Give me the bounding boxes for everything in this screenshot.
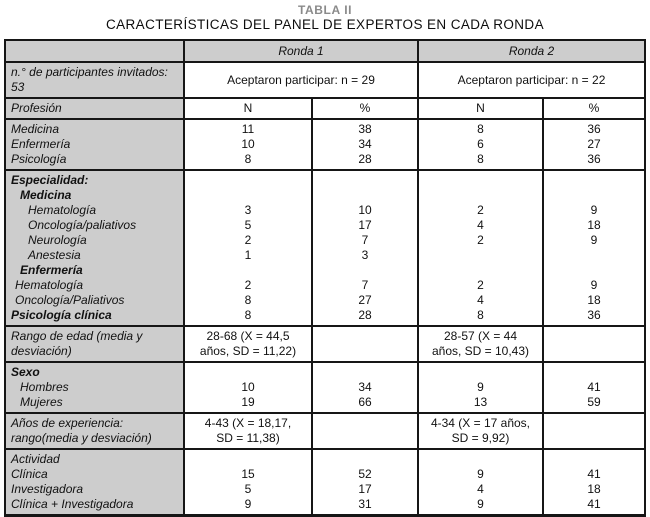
expert-panel-table bbox=[4, 39, 646, 517]
cell-line: 17 bbox=[358, 218, 372, 232]
profession-ronda2-pct-cell bbox=[542, 120, 644, 169]
corner-empty-cell bbox=[6, 41, 183, 61]
cell-line: 8 bbox=[477, 308, 484, 322]
sexo-label-cell bbox=[6, 363, 183, 412]
cell-line bbox=[188, 188, 308, 203]
cell-line bbox=[422, 263, 539, 278]
participants-label-cell bbox=[6, 63, 183, 97]
participants-ronda2-value: Aceptaron participar: n = 22 bbox=[457, 72, 606, 87]
cell-line: SD = 11,38) bbox=[216, 431, 280, 445]
sexo-ronda2-n-cell bbox=[417, 363, 542, 412]
section-column-headers bbox=[6, 97, 644, 118]
cell-line: 27 bbox=[358, 293, 372, 307]
section-profession bbox=[6, 118, 644, 169]
cell-line bbox=[547, 248, 641, 263]
cell-line: 9 bbox=[477, 497, 484, 511]
cell-line: 3 bbox=[361, 248, 369, 262]
cell-line: 28 bbox=[358, 152, 372, 166]
row-label: Hematología bbox=[28, 203, 97, 217]
cell-line: 2 bbox=[244, 278, 252, 292]
cell-line: 34 bbox=[358, 380, 372, 394]
section-ronda-header bbox=[6, 41, 644, 61]
participants-ronda1-cell bbox=[183, 63, 417, 97]
cell-line: SD = 9,92) bbox=[451, 431, 510, 445]
cell-line bbox=[188, 365, 308, 380]
section-experiencia bbox=[6, 412, 644, 448]
cell-line bbox=[547, 173, 641, 188]
row-label: n.° de participantes invitados: bbox=[11, 65, 168, 79]
profession-ronda1-pct-cell bbox=[311, 120, 417, 169]
col-header-pct: % bbox=[588, 101, 600, 115]
cell-line: 9 bbox=[590, 278, 598, 292]
rango-edad-label-cell bbox=[6, 327, 183, 361]
sexo-ronda2-pct-cell bbox=[542, 363, 644, 412]
row-label: Mujeres bbox=[20, 395, 63, 409]
cell-line: 9 bbox=[590, 233, 598, 247]
cell-line bbox=[316, 365, 414, 380]
especialidad-ronda1-n-cell bbox=[183, 171, 311, 325]
cell-line: 9 bbox=[477, 467, 484, 481]
ronda2-n-header bbox=[417, 99, 542, 118]
ronda2-header-cell bbox=[417, 41, 644, 61]
cell-line: 9 bbox=[477, 380, 484, 394]
cell-line: 10 bbox=[358, 203, 372, 217]
cell-line: 18 bbox=[587, 482, 601, 496]
row-label: Enfermería bbox=[20, 263, 83, 277]
cell-line: 13 bbox=[473, 395, 488, 409]
row-label: desviación) bbox=[11, 344, 72, 358]
cell-line: 8 bbox=[244, 293, 252, 307]
col-header-n: N bbox=[476, 101, 485, 115]
cell-line: 34 bbox=[358, 137, 372, 151]
cell-line bbox=[188, 452, 308, 467]
cell-line: 6 bbox=[477, 137, 484, 151]
row-label: Psicología bbox=[11, 152, 67, 166]
cell-line bbox=[188, 263, 308, 278]
section-participants bbox=[6, 61, 644, 97]
cell-line: 4-34 (X = 17 años, bbox=[430, 416, 531, 430]
cell-line: 4-43 (X = 18,17, bbox=[204, 416, 292, 430]
sexo-ronda1-n-cell bbox=[183, 363, 311, 412]
cell-line: 8 bbox=[477, 122, 484, 136]
col-header-pct: % bbox=[359, 101, 371, 115]
cell-line: 7 bbox=[361, 278, 369, 292]
section-sexo bbox=[6, 361, 644, 412]
especialidad-ronda1-pct-cell bbox=[311, 171, 417, 325]
cell-line: 41 bbox=[587, 467, 601, 481]
cell-line: 17 bbox=[358, 482, 372, 496]
cell-line: 9 bbox=[244, 497, 252, 511]
cell-line: 59 bbox=[587, 395, 601, 409]
row-label: Oncología/Paliativos bbox=[15, 293, 125, 307]
cell-line bbox=[316, 263, 414, 278]
row-label: Investigadora bbox=[11, 482, 84, 496]
cell-line: 8 bbox=[244, 152, 252, 166]
cell-line: 4 bbox=[477, 482, 484, 496]
ronda1-n-header bbox=[183, 99, 311, 118]
rango-edad-ronda1-value-cell bbox=[183, 327, 311, 361]
cell-line: 41 bbox=[587, 380, 601, 394]
actividad-ronda1-pct-cell bbox=[311, 450, 417, 514]
row-label: Enfermería bbox=[11, 137, 71, 151]
cell-line: 27 bbox=[587, 137, 601, 151]
table-caption: CARACTERÍSTICAS DEL PANEL DE EXPERTOS EN CADA RONDA bbox=[105, 17, 544, 32]
cell-line bbox=[422, 365, 539, 380]
cell-line: 10 bbox=[241, 137, 255, 151]
cell-line: 36 bbox=[587, 122, 601, 136]
cell-line bbox=[547, 452, 641, 467]
experiencia-ronda1-pct-cell bbox=[311, 414, 417, 448]
especialidad-ronda2-pct-cell bbox=[542, 171, 644, 325]
cell-line: 5 bbox=[244, 482, 252, 496]
row-label: Actividad bbox=[11, 452, 60, 466]
row-label: Neurología bbox=[28, 233, 87, 247]
row-label: Clínica bbox=[11, 467, 48, 481]
cell-line: 28 bbox=[358, 308, 372, 322]
cell-line: 10 bbox=[241, 380, 255, 394]
row-label: Anestesia bbox=[28, 248, 81, 262]
cell-line: 19 bbox=[241, 395, 255, 409]
cell-line: 2 bbox=[477, 203, 484, 217]
cell-line: 2 bbox=[244, 233, 252, 247]
cell-line: 4 bbox=[477, 293, 484, 307]
cell-line bbox=[547, 188, 641, 203]
cell-line: 52 bbox=[358, 467, 372, 481]
cell-line: 18 bbox=[587, 293, 601, 307]
experiencia-ronda2-pct-cell bbox=[542, 414, 644, 448]
section-actividad bbox=[6, 448, 644, 514]
row-label: Medicina bbox=[11, 122, 60, 136]
cell-line: 1 bbox=[244, 248, 252, 262]
profession-ronda1-n-cell bbox=[183, 120, 311, 169]
row-label: Especialidad: bbox=[11, 173, 89, 187]
cell-line: 5 bbox=[244, 218, 252, 232]
row-label: rango(media y desviación) bbox=[11, 431, 152, 445]
cell-line: 2 bbox=[477, 278, 484, 292]
row-label: Oncología/paliativos bbox=[28, 218, 137, 232]
cell-line bbox=[316, 188, 414, 203]
section-especialidad bbox=[6, 169, 644, 325]
cell-line: 4 bbox=[477, 218, 484, 232]
row-label: Medicina bbox=[20, 188, 72, 202]
cell-line: 41 bbox=[587, 497, 601, 511]
experiencia-ronda2-value-cell bbox=[417, 414, 542, 448]
cell-line bbox=[422, 173, 539, 188]
cell-line: 66 bbox=[358, 395, 372, 409]
cell-line: 3 bbox=[244, 203, 252, 217]
cell-line: 28-68 (X = 44,5 bbox=[206, 329, 290, 343]
cell-line: 8 bbox=[244, 308, 252, 322]
rango-edad-ronda2-value-cell bbox=[417, 327, 542, 361]
participants-ronda1-value: Aceptaron participar: n = 29 bbox=[227, 72, 375, 87]
sexo-ronda1-pct-cell bbox=[311, 363, 417, 412]
row-label: Hematología bbox=[15, 278, 84, 292]
cell-line: 8 bbox=[477, 152, 484, 166]
especialidad-label-cell bbox=[6, 171, 183, 325]
profession-label-cell bbox=[6, 120, 183, 169]
cell-line bbox=[316, 452, 414, 467]
ronda1-pct-header bbox=[311, 99, 417, 118]
cell-line: 15 bbox=[241, 467, 255, 481]
cell-line bbox=[422, 188, 539, 203]
cell-line bbox=[316, 173, 414, 188]
col-header-n: N bbox=[243, 101, 253, 115]
experiencia-label-cell bbox=[6, 414, 183, 448]
ronda1-label: Ronda 1 bbox=[278, 43, 324, 58]
row-label: 53 bbox=[11, 80, 25, 94]
ronda2-label: Ronda 2 bbox=[508, 43, 555, 58]
cell-line bbox=[188, 173, 308, 188]
cell-line: años, SD = 10,43) bbox=[431, 344, 530, 358]
profession-ronda2-n-cell bbox=[417, 120, 542, 169]
section-rango-edad bbox=[6, 325, 644, 361]
cell-line: años, SD = 11,22) bbox=[199, 344, 297, 358]
row-label: Años de experiencia: bbox=[11, 416, 124, 430]
actividad-ronda2-pct-cell bbox=[542, 450, 644, 514]
especialidad-ronda2-n-cell bbox=[417, 171, 542, 325]
profession-header-cell bbox=[6, 99, 183, 118]
row-label: Hombres bbox=[20, 380, 69, 394]
row-label: Psicología clínica bbox=[11, 308, 112, 322]
cell-line: 28-57 (X = 44 bbox=[443, 329, 518, 343]
cell-line: 18 bbox=[587, 218, 601, 232]
table-number-title: TABLA II bbox=[297, 3, 353, 17]
cell-line: 31 bbox=[358, 497, 372, 511]
cell-line: 9 bbox=[590, 203, 598, 217]
row-label: Sexo bbox=[11, 365, 40, 379]
cell-line: 36 bbox=[587, 152, 601, 166]
row-label: Rango de edad (media y bbox=[11, 329, 143, 343]
rango-edad-ronda1-pct-cell bbox=[311, 327, 417, 361]
actividad-ronda2-n-cell bbox=[417, 450, 542, 514]
cell-line bbox=[547, 365, 641, 380]
cell-line: 36 bbox=[587, 308, 601, 322]
row-label: Clínica + Investigadora bbox=[11, 497, 134, 511]
cell-line: 38 bbox=[358, 122, 372, 136]
actividad-label-cell bbox=[6, 450, 183, 514]
page bbox=[0, 3, 650, 517]
participants-ronda2-cell bbox=[417, 63, 644, 97]
ronda2-pct-header bbox=[542, 99, 644, 118]
ronda1-header-cell bbox=[183, 41, 417, 61]
actividad-ronda1-n-cell bbox=[183, 450, 311, 514]
cell-line bbox=[547, 263, 641, 278]
rango-edad-ronda2-pct-cell bbox=[542, 327, 644, 361]
cell-line: 11 bbox=[241, 122, 255, 136]
cell-line bbox=[422, 248, 539, 263]
row-label: Profesión bbox=[11, 101, 62, 115]
cell-line: 2 bbox=[477, 233, 484, 247]
experiencia-ronda1-value-cell bbox=[183, 414, 311, 448]
cell-line bbox=[422, 452, 539, 467]
cell-line: 7 bbox=[361, 233, 369, 247]
